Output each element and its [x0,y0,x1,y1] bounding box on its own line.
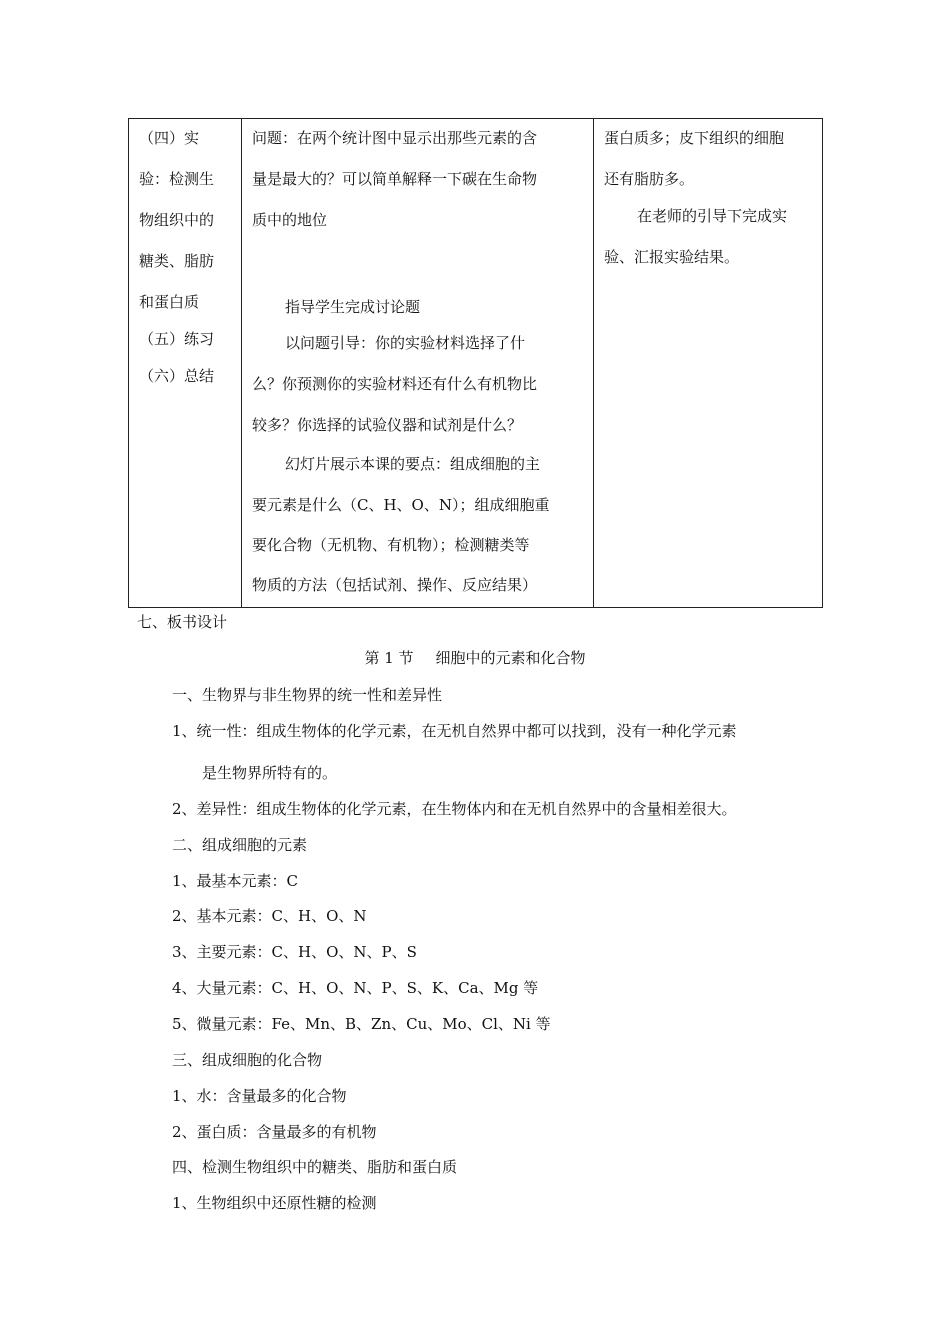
section-heading: 七、板书设计 [137,613,228,631]
table-cell-line: 以问题引导：你的实验材料选择了什 [285,334,526,352]
table-cell-line: 量是最大的？可以简单解释一下碳在生命物 [252,170,538,188]
table-cell-line: 要元素是什么（C、H、O、N）；组成细胞重 [252,496,550,514]
board-title [0,648,950,668]
table-cell-line: 指导学生完成讨论题 [285,298,421,316]
board-line: 三、组成细胞的化合物 [172,1051,323,1069]
table-cell-line: 蛋白质多；皮下组织的细胞 [604,129,785,147]
table-cell-line: 么？你预测你的实验材料还有什么有机物比 [252,375,538,393]
table-cell-line: （五）练习 [139,330,215,348]
board-line: 是生物界所特有的。 [202,764,338,782]
table-cell-line: 还有脂肪多。 [604,170,695,188]
board-line: 四、检测生物组织中的糖类、脂肪和蛋白质 [172,1158,458,1176]
board-line: 一、生物界与非生物界的统一性和差异性 [172,686,443,704]
table-cell-line: 物质的方法（包括试剂、操作、反应结果） [252,576,538,594]
table-column-student [594,119,823,607]
table-cell-line: 糖类、脂肪 [139,252,215,270]
table-cell-line: 和蛋白质 [139,293,200,311]
board-line: 2、蛋白质：含量最多的有机物 [172,1123,377,1141]
board-line: 5、微量元素：Fe、Mn、B、Zn、Cu、Mo、Cl、Ni 等 [172,1015,551,1033]
board-line: 2、基本元素：C、H、O、N [172,907,367,925]
table-column-stage [129,119,242,607]
lesson-table [128,118,823,608]
table-cell-line: 幻灯片展示本课的要点：组成细胞的主 [285,455,541,473]
board-line: 1、最基本元素：C [172,872,299,890]
table-cell-line: （六）总结 [139,367,215,385]
table-cell-line: 较多？你选择的试验仪器和试剂是什么？ [252,416,523,434]
table-cell-line: 验、汇报实验结果。 [604,248,740,266]
table-column-teacher [242,119,594,607]
table-cell-line: 验：检测生 [139,170,215,188]
board-title-number: 第 1 节 [364,649,414,667]
board-line: 1、统一性：组成生物体的化学元素，在无机自然界中都可以找到，没有一种化学元素 [172,722,737,740]
board-line: 2、差异性：组成生物体的化学元素，在生物体内和在无机自然界中的含量相差很大。 [172,800,737,818]
board-line: 3、主要元素：C、H、O、N、P、S [172,943,417,961]
table-cell-line: 要化合物（无机物、有机物）；检测糖类等 [252,536,530,554]
board-line: 4、大量元素：C、H、O、N、P、S、K、Ca、Mg 等 [172,979,539,997]
table-cell-line: 在老师的引导下完成实 [637,207,788,225]
table-cell-line: 问题：在两个统计图中显示出那些元素的含 [252,129,538,147]
board-line: 1、水：含量最多的化合物 [172,1087,347,1105]
board-line: 1、生物组织中还原性糖的检测 [172,1194,377,1212]
board-line: 二、组成细胞的元素 [172,836,308,854]
table-cell-line: 物组织中的 [139,211,215,229]
table-cell-line: （四）实 [139,129,200,147]
table-cell-line: 质中的地位 [252,211,328,229]
board-title-text: 细胞中的元素和化合物 [435,649,586,667]
